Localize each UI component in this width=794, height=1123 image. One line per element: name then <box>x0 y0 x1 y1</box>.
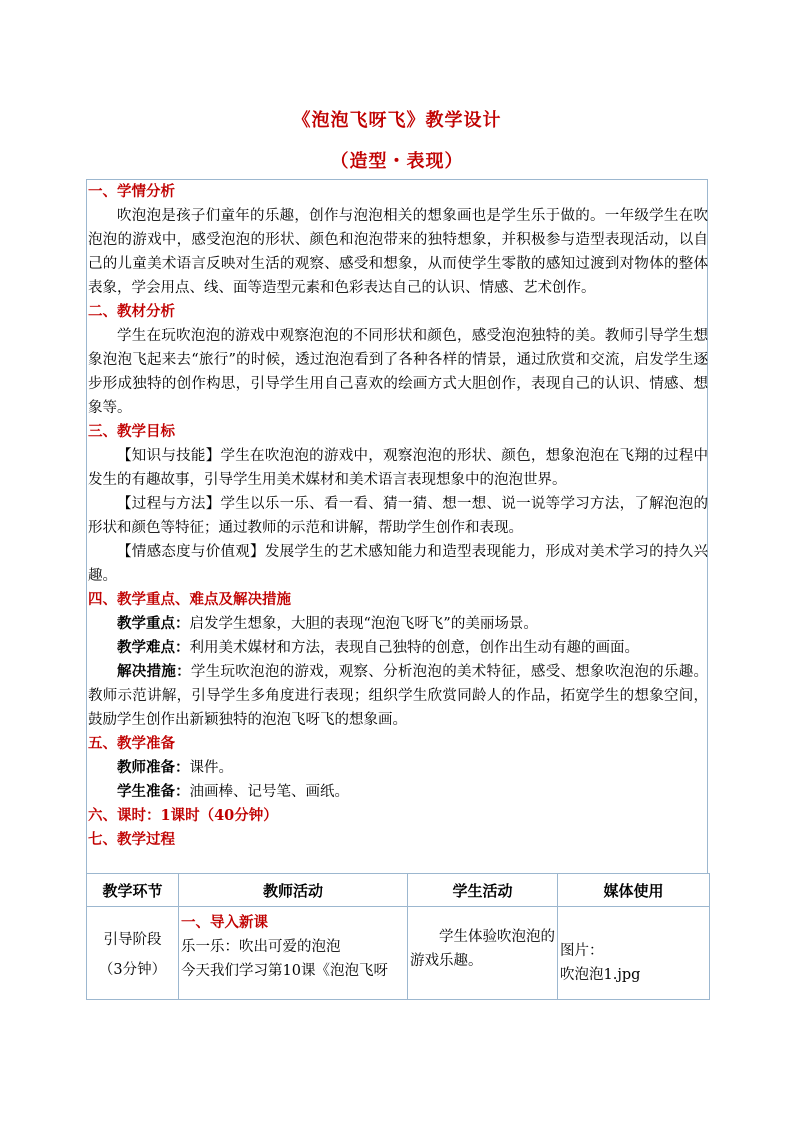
teacher-activity-line: 今天我们学习第10课《泡泡飞呀 <box>181 963 388 979</box>
table-header-row <box>87 874 710 907</box>
student-prep-label: 学生准备： <box>117 783 190 800</box>
table-header-cell: 教学环节 <box>87 874 179 907</box>
document-subtitle: （造型・表现） <box>330 151 464 172</box>
section-heading-7: 七、教学过程 <box>88 831 175 848</box>
table-header-cell: 媒体使用 <box>558 874 710 907</box>
section-heading-4: 四、教学重点、难点及解决措施 <box>88 591 291 608</box>
stage-cell <box>87 907 179 1000</box>
table-header-cell: 学生活动 <box>408 874 558 907</box>
section-heading-2: 二、教材分析 <box>88 303 175 320</box>
teacher-activity-heading: 一、导入新课 <box>181 914 268 931</box>
solution-label: 解决措施： <box>117 663 191 680</box>
media-file: 吹泡泡1.jpg <box>560 967 641 983</box>
objective-process: 【过程与方法】学生以乐一乐、看一看、猜一猜、想一想、说一说等学习方法，了解泡泡的形状和颜色等特征；通过教师的示范和讲解，帮助学生创作和表现。 <box>88 496 708 536</box>
teacher-activity-cell <box>179 907 408 1000</box>
student-prep-text: 油画棒、记号笔、画纸。 <box>189 784 349 800</box>
table-header-cell: 教师活动 <box>179 874 408 907</box>
media-cell <box>558 907 710 1000</box>
section-paragraph-2: 学生在玩吹泡泡的游戏中观察泡泡的不同形状和颜色，感受泡泡独特的美。教师引导学生想象泡泡飞起来去“旅行”的时候，透过泡泡看到了各种各样的情景，通过欣赏和交流，启发学生逐步形成独特的创作构思，引导学生用自己喜欢的绘画方式大胆创作，表现自己的认识、情感、想象等。 <box>88 328 708 416</box>
teaching-process-table <box>86 873 710 1000</box>
student-activity-text: 学生体验吹泡泡的游戏乐趣。 <box>410 929 555 969</box>
document-title: 《泡泡飞呀飞》教学设计 <box>292 110 502 131</box>
objective-knowledge: 【知识与技能】学生在吹泡泡的游戏中，观察泡泡的形状、颜色，想象泡泡在飞翔的过程中发生的有趣故事，引导学生用美术媒材和美术语言表现想象中的泡泡世界。 <box>88 448 708 488</box>
teacher-prep-text: 课件。 <box>189 760 233 776</box>
stage-name: 引导阶段 <box>103 932 162 948</box>
media-label: 图片： <box>560 943 604 959</box>
difficulty-text: 利用美术媒材和方法，表现自己独特的创意，创作出生动有趣的画面。 <box>189 640 639 656</box>
teacher-prep <box>88 756 708 780</box>
section-paragraph-1: 吹泡泡是孩子们童年的乐趣，创作与泡泡相关的想象画也是学生乐于做的。一年级学生在吹泡泡的游戏中，感受泡泡的形状、颜色和泡泡带来的独特想象，并积极参与造型表现活动，以自己的儿童美术语言反映对生活的观察、感受和想象，从而使学生零散的感知过渡到对物体的整体表象，学会用点、线、面等造型元素和色彩表达自己的认识、情感、艺术创作。 <box>88 208 708 296</box>
section-heading-5: 五、教学准备 <box>88 735 175 752</box>
key-point-label: 教学重点： <box>117 615 190 632</box>
student-prep <box>88 780 708 804</box>
teacher-prep-label: 教师准备： <box>117 759 190 776</box>
difficulty-label: 教学难点： <box>117 639 190 656</box>
objective-attitude: 【情感态度与价值观】发展学生的艺术感知能力和造型表现能力，形成对美术学习的持久兴趣。 <box>88 544 708 584</box>
solution <box>88 660 708 732</box>
teacher-activity-line: 乐一乐：吹出可爱的泡泡 <box>181 939 341 955</box>
solution-text: 学生玩吹泡泡的游戏，观察、分析泡泡的美术特征，感受、想象吹泡泡的乐趣。教师示范讲解，引导学生多角度进行表现；组织学生欣赏同龄人的作品，拓宽学生的想象空间，鼓励学生创作出新颖独特的泡泡飞呀飞的想象画。 <box>88 664 709 728</box>
difficulty <box>88 636 708 660</box>
section-heading-1: 一、学情分析 <box>88 183 175 200</box>
stage-duration: （3分钟） <box>98 962 167 978</box>
key-point <box>88 612 708 636</box>
table-row <box>87 907 710 1000</box>
document-body <box>88 180 708 852</box>
student-activity-cell <box>408 907 558 1000</box>
section-heading-6: 六、课时：1课时（40分钟） <box>88 807 278 824</box>
key-point-text: 启发学生想象，大胆的表现“泡泡飞呀飞”的美丽场景。 <box>189 616 538 632</box>
section-heading-3: 三、教学目标 <box>88 423 175 440</box>
